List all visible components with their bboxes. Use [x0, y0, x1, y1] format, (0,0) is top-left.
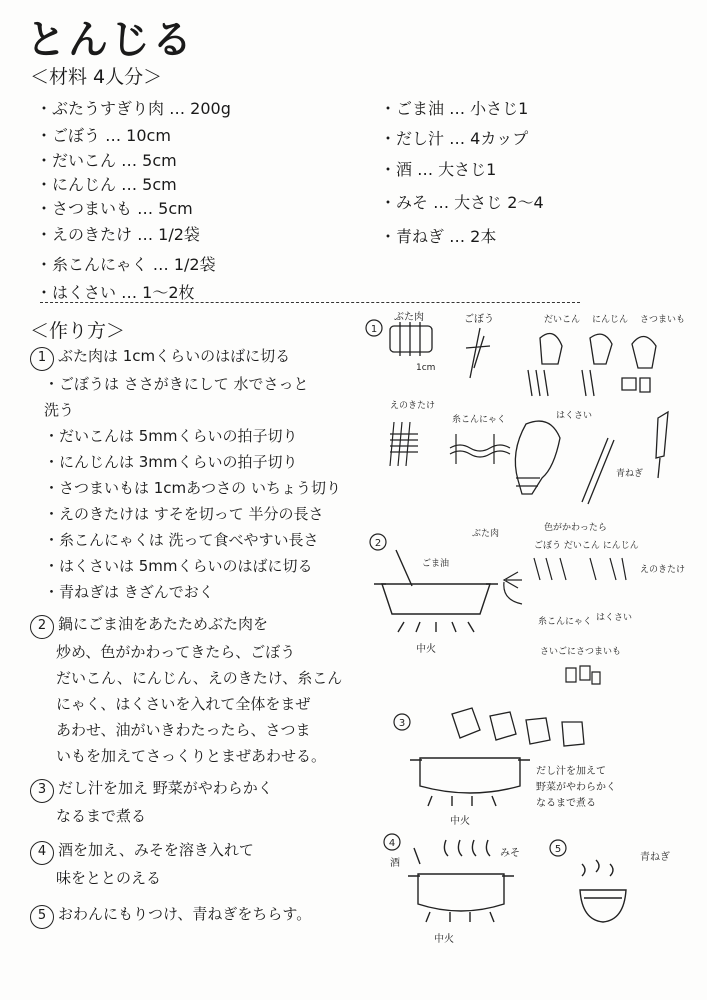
- step-text: ・にんじんは 3mmくらいの拍子切り: [44, 453, 298, 471]
- label-hakusai: はくさい: [596, 613, 633, 623]
- step-text: 酒を加え、みそを溶き入れて: [58, 841, 254, 859]
- ingredient-item: ・酒 … 大さじ1: [380, 160, 497, 179]
- pork-slices-icon: [390, 322, 432, 356]
- ingredient-item: ・糸こんにゃく … 1/2袋: [36, 255, 216, 274]
- step-text: 炒め、色がかわってきたら、ごぼう: [56, 643, 296, 661]
- step-text: ・さつまいもは 1cmあつさの いちょう切り: [44, 479, 341, 497]
- label-ninjin: にんじん: [592, 315, 629, 325]
- label-konnyaku: 糸こんにゃく: [452, 415, 506, 425]
- label-heat: 中火: [450, 816, 470, 827]
- step-text: ・はくさいは 5mmくらいのはばに切る: [44, 557, 313, 575]
- pot-icon: [408, 840, 514, 922]
- step-number: 4: [30, 841, 54, 865]
- step-text: おわんにもりつけ、青ねぎをちらす。: [58, 905, 312, 923]
- label-butaniku: ぶた肉: [394, 312, 424, 323]
- step-text: ぶた肉は 1cmくらいのはばに切る: [58, 347, 291, 365]
- label-note: だし汁を加えて: [536, 766, 606, 777]
- label-note: 野菜がやわらかく: [536, 782, 616, 793]
- step-text: ・青ねぎは きざんでおく: [44, 583, 214, 601]
- step-text: ・だいこんは 5mmくらいの拍子切り: [44, 427, 298, 445]
- illustration-step-2: [370, 521, 685, 684]
- ingredient-item: ・えのきたけ … 1/2袋: [36, 225, 200, 244]
- label-sake: 酒: [390, 858, 400, 869]
- label-enoki: えのきたけ: [640, 565, 686, 575]
- step-5: [30, 901, 375, 929]
- arrow-icon: [504, 558, 626, 604]
- step-text: 鍋にごま油をあたためぶた肉を: [58, 615, 269, 633]
- ingredient-item: ・ごま油 … 小さじ1: [380, 99, 529, 118]
- ingredient-item: ・だいこん … 5cm: [36, 151, 177, 170]
- step-number: 5: [554, 844, 562, 855]
- method-heading: ＜作り方＞: [30, 320, 126, 342]
- label-butaniku: ぶた肉: [472, 529, 500, 539]
- burdock-icon: [466, 328, 490, 378]
- step-text: だし汁を加え 野菜がやわらかく: [58, 779, 273, 797]
- label-satsumaimo: さつまいも: [640, 315, 686, 325]
- label-size: 1cm: [416, 363, 436, 373]
- label-heat: 中火: [416, 644, 436, 655]
- step-text: だいこん、にんじん、えのきたけ、糸こん: [56, 669, 343, 687]
- page-title: とんじる: [26, 17, 194, 63]
- step-number: 1: [30, 347, 54, 371]
- ingredients-heading: ＜材料 4人分＞: [30, 66, 163, 88]
- enoki-icon: [390, 422, 418, 466]
- illustration-step-5: [550, 840, 670, 922]
- method-steps: [30, 343, 375, 929]
- illustration-step-4: [384, 834, 520, 945]
- ingredient-item: ・はくさい … 1〜2枚: [36, 283, 195, 302]
- step-3: [30, 775, 375, 829]
- step-text: ・えのきたけは すそを切って 半分の長さ: [44, 505, 324, 523]
- step-4: [30, 837, 375, 891]
- sweet-potato-icon: [566, 666, 600, 684]
- label-enoki: えのきたけ: [390, 401, 436, 411]
- ingredient-item: ・にんじん … 5cm: [36, 175, 177, 194]
- step-number: 1: [370, 324, 378, 335]
- label-note: なるまで煮る: [536, 798, 596, 809]
- cabbage-icon: [515, 421, 560, 494]
- konnyaku-icon: [450, 434, 510, 464]
- soup-bowl-icon: [580, 860, 626, 922]
- label-konnyaku: 糸こんにゃく: [538, 617, 592, 627]
- step-number: 4: [388, 838, 396, 849]
- label-saigo: さいごにさつまいも: [540, 647, 622, 657]
- divider: [40, 302, 580, 303]
- step-text: あわせ、油がいきわたったら、さつま: [56, 721, 311, 739]
- ingredient-item: ・さつまいも … 5cm: [36, 199, 193, 218]
- label-gobou: ごぼう: [464, 314, 494, 325]
- illustration-step-1: [366, 311, 685, 504]
- step-number: 3: [398, 718, 406, 729]
- step-1: [30, 343, 375, 605]
- knife-icon: [582, 412, 668, 504]
- ingredient-item: ・ごぼう … 10cm: [36, 126, 171, 145]
- pot-icon: [410, 758, 530, 806]
- measuring-cup-icon: [452, 708, 584, 746]
- ingredient-item: ・青ねぎ … 2本: [380, 227, 497, 246]
- step-number: 5: [30, 905, 54, 929]
- vegetables-icon: [528, 334, 656, 397]
- label-aonegi: 青ねぎ: [640, 852, 670, 863]
- step-number: 2: [30, 615, 54, 639]
- step-text: ・ごぼうは ささがきにして 水でさっと: [44, 375, 309, 393]
- label-heat: 中火: [434, 934, 454, 945]
- step-text: いもを加えてさっくりとまぜあわせる。: [56, 747, 327, 765]
- label-gomaabura: ごま油: [422, 559, 450, 569]
- step-2: [30, 611, 375, 769]
- step-text: なるまで煮る: [56, 807, 147, 825]
- label-iro: 色がかわったら: [544, 523, 607, 533]
- step-number: 2: [374, 538, 382, 549]
- label-aonegi: 青ねぎ: [616, 469, 644, 479]
- illustration-step-3: [394, 708, 616, 827]
- label-daikon: だいこん: [544, 315, 581, 325]
- label-veg: ごぼう だいこん にんじん: [534, 541, 639, 551]
- step-text: にゃく、はくさいを入れて全体をまぜ: [56, 695, 311, 713]
- recipe-illustration: [360, 308, 700, 998]
- step-text: 洗う: [44, 401, 75, 419]
- label-miso: みそ: [500, 848, 520, 859]
- ingredient-item: ・ぶたうすぎり肉 … 200g: [36, 99, 231, 118]
- step-text: ・糸こんにゃくは 洗って食べやすい長さ: [44, 531, 319, 549]
- label-hakusai: はくさい: [556, 411, 593, 421]
- ingredient-item: ・みそ … 大さじ 2〜4: [380, 193, 544, 212]
- step-number: 3: [30, 779, 54, 803]
- step-text: 味をととのえる: [56, 869, 162, 887]
- ingredient-item: ・だし汁 … 4カップ: [380, 129, 529, 148]
